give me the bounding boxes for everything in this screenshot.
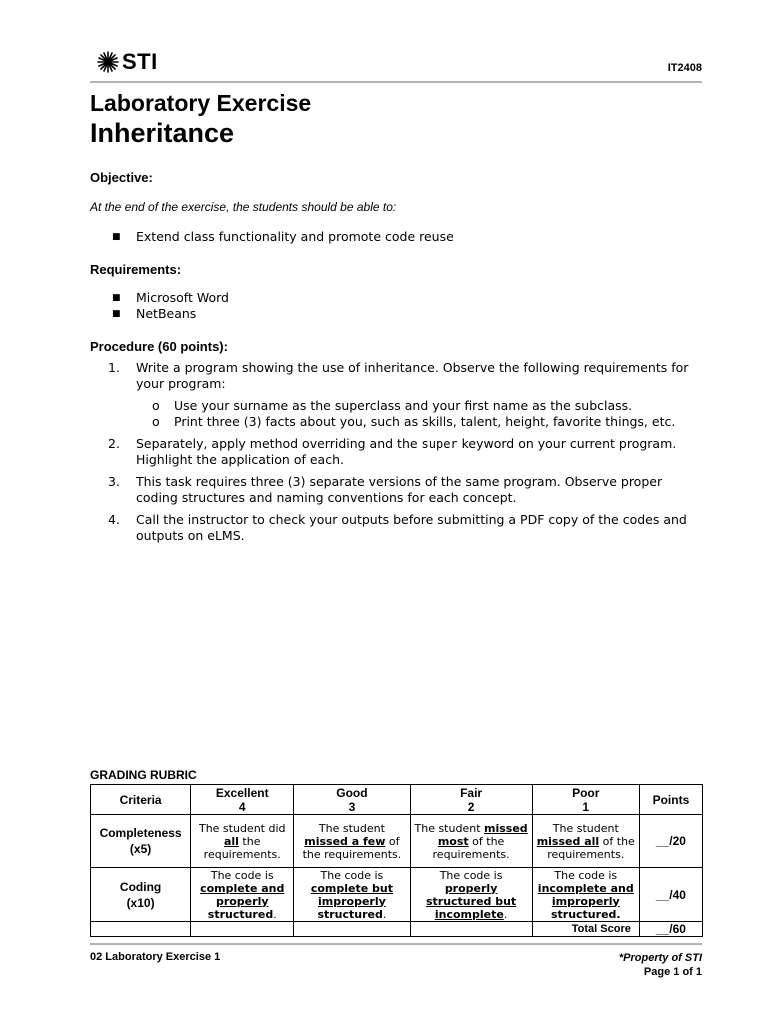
document-title: Laboratory Exercise (90, 90, 312, 116)
list-item: ■ Extend class functionality and promote code reuse (112, 229, 454, 244)
property-notice: *Property of STI (618, 952, 702, 964)
table-header-row (91, 785, 703, 815)
poor-cell: The student missed all of the requirements. (532, 815, 639, 868)
fair-cell: The student missed most of the requirements. (410, 815, 532, 868)
procedure-step: 1. Write a program showing the use of inheritance. Observe the following requirements for your program: o Use your surname as the superclass and your first name as the subclass. o Print three (3) facts about you, such as skills, talent, height, favorite things, etc. (108, 360, 702, 430)
objective-heading: Objective: (90, 170, 153, 185)
sub-list-item: o Print three (3) facts about you, such as skills, talent, height, favorite things, etc. (152, 414, 676, 429)
page-number: Page 1 of 1 (643, 966, 702, 978)
excellent-cell: The student did all the requirements. (191, 815, 294, 868)
requirements-list (112, 290, 229, 322)
sub-list-item: o Use your surname as the superclass and your first name as the subclass. (152, 398, 633, 413)
table-row (91, 868, 703, 922)
footer-right (619, 951, 702, 979)
objective-list (112, 229, 454, 245)
grading-rubric-table (90, 784, 703, 937)
rubric-title: GRADING RUBRIC (90, 768, 197, 782)
points-header: Points (639, 785, 702, 815)
code-keyword: super (421, 437, 458, 451)
logo-text: STI (122, 49, 158, 74)
bullet-icon: ■ (112, 309, 121, 319)
total-row (91, 922, 703, 937)
poor-cell: The code is incomplete and improperly structured. (532, 868, 639, 922)
document-subtitle: Inheritance (90, 118, 235, 148)
excellent-cell: The code is complete and properly structured. (191, 868, 294, 922)
procedure-step: 4. Call the instructor to check your outputs before submitting a PDF copy of the codes and outputs on eLMS. (108, 512, 687, 543)
good-cell: The code is complete but improperly structured. (294, 868, 410, 922)
sub-list (136, 398, 702, 430)
course-code: IT2408 (667, 62, 702, 74)
poor-header: Poor 1 (532, 785, 639, 815)
footer-divider (90, 943, 702, 945)
total-score-label: Total Score (532, 922, 639, 937)
list-item: ■ NetBeans (112, 306, 197, 321)
objective-intro: At the end of the exercise, the students should be able to: (90, 200, 397, 214)
procedure-step: 3. This task requires three (3) separate versions of the same program. Observe proper coding structures and naming conventions for each concept. (108, 474, 663, 505)
good-cell: The student missed a few of the requirements. (294, 815, 410, 868)
criteria-cell: Coding (x10) (91, 868, 191, 922)
procedure-heading: Procedure (60 points): (90, 339, 228, 354)
bullet-icon: ■ (112, 293, 121, 303)
good-header: Good 3 (294, 785, 410, 815)
list-item: ■ Microsoft Word (112, 290, 229, 305)
criteria-header: Criteria (91, 785, 191, 815)
excellent-header: Excellent 4 (191, 785, 294, 815)
table-row (91, 815, 703, 868)
bullet-icon: ■ (112, 232, 121, 242)
fair-header: Fair 2 (410, 785, 532, 815)
sti-logo (96, 48, 158, 76)
points-cell: __/20 (639, 815, 702, 868)
criteria-cell: Completeness (x5) (91, 815, 191, 868)
procedure-step: 2. Separately, apply method overriding and the super keyword on your current program. Highlight the application of each. (108, 436, 677, 467)
sti-globe-icon (96, 50, 120, 74)
total-score-value: __/60 (639, 922, 702, 937)
header-divider (90, 81, 702, 83)
requirements-heading: Requirements: (90, 262, 182, 277)
footer-doc-label: 02 Laboratory Exercise 1 (90, 951, 221, 963)
procedure-list (108, 360, 702, 550)
points-cell: __/40 (639, 868, 702, 922)
fair-cell: The code is properly structured but incomplete. (410, 868, 532, 922)
